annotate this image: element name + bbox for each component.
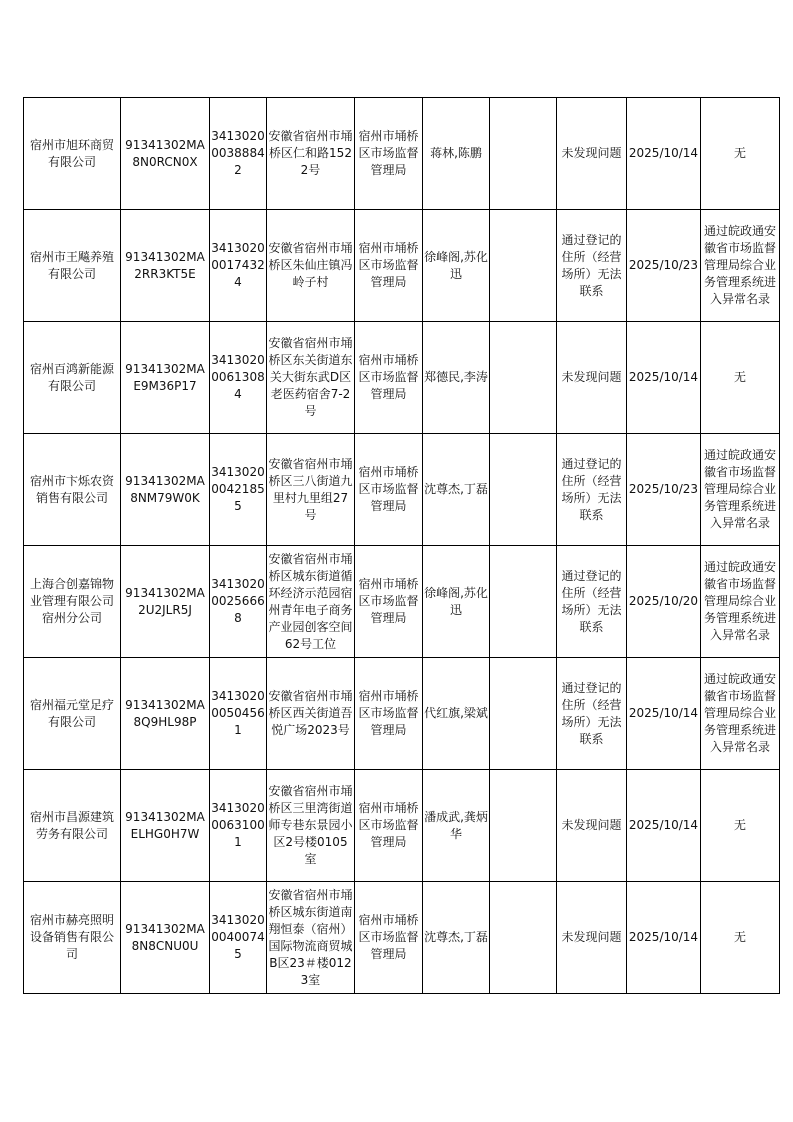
address-cell: 安徽省宿州市埇桥区三里湾街道师专巷东景园小区2号楼0105室 [267,770,355,882]
blank-cell [490,882,557,994]
authority-cell: 宿州市埇桥区市场监督管理局 [355,546,423,658]
company-name-cell: 宿州市卞烁农资销售有限公司 [24,434,121,546]
handling-cell: 无 [701,98,780,210]
registration-number-cell: 341302000256668 [210,546,267,658]
inspectors-cell: 徐峰阁,苏化迅 [423,546,490,658]
table-row [24,882,780,994]
date-cell: 2025/10/14 [627,882,701,994]
registration-number-cell: 341302000613084 [210,322,267,434]
credit-code-cell: 91341302MA8N8CNU0U [121,882,210,994]
table-row [24,546,780,658]
handling-cell: 通过皖政通安徽省市场监督管理局综合业务管理系统进入异常名录 [701,546,780,658]
registration-number-cell: 341302000631001 [210,770,267,882]
company-name-cell: 宿州市昌源建筑劳务有限公司 [24,770,121,882]
inspectors-cell: 潘成武,龚炳华 [423,770,490,882]
authority-cell: 宿州市埇桥区市场监督管理局 [355,770,423,882]
company-name-cell: 宿州百鸿新能源有限公司 [24,322,121,434]
authority-cell: 宿州市埇桥区市场监督管理局 [355,434,423,546]
company-name-cell: 宿州市赫亮照明设备销售有限公司 [24,882,121,994]
blank-cell [490,546,557,658]
blank-cell [490,210,557,322]
handling-cell: 无 [701,770,780,882]
credit-code-cell: 91341302MAE9M36P17 [121,322,210,434]
result-cell: 通过登记的住所（经营场所）无法联系 [557,658,627,770]
inspectors-cell: 郑德民,李涛 [423,322,490,434]
address-cell: 安徽省宿州市埇桥区仁和路1522号 [267,98,355,210]
date-cell: 2025/10/14 [627,770,701,882]
address-cell: 安徽省宿州市埇桥区城东街道循环经济示范园宿州青年电子商务产业园创客空间62号工位 [267,546,355,658]
date-cell: 2025/10/14 [627,658,701,770]
inspectors-cell: 沈尊杰,丁磊 [423,434,490,546]
date-cell: 2025/10/14 [627,322,701,434]
date-cell: 2025/10/20 [627,546,701,658]
inspectors-cell: 沈尊杰,丁磊 [423,882,490,994]
inspectors-cell: 徐峰阁,苏化迅 [423,210,490,322]
result-cell: 未发现问题 [557,322,627,434]
blank-cell [490,434,557,546]
date-cell: 2025/10/23 [627,210,701,322]
credit-code-cell: 91341302MA8Q9HL98P [121,658,210,770]
company-name-cell: 宿州市旭环商贸有限公司 [24,98,121,210]
blank-cell [490,98,557,210]
result-cell: 通过登记的住所（经营场所）无法联系 [557,434,627,546]
credit-code-cell: 91341302MA2RR3KT5E [121,210,210,322]
credit-code-cell: 91341302MA2U2JLR5J [121,546,210,658]
result-cell: 未发现问题 [557,882,627,994]
table-row [24,434,780,546]
address-cell: 安徽省宿州市埇桥区城东街道南翔恒泰（宿州）国际物流商贸城B区23＃楼0123室 [267,882,355,994]
table-row [24,210,780,322]
table-row [24,322,780,434]
company-name-cell: 宿州福元堂足疗有限公司 [24,658,121,770]
registration-number-cell: 341302000400745 [210,882,267,994]
address-cell: 安徽省宿州市埇桥区朱仙庄镇冯岭子村 [267,210,355,322]
credit-code-cell: 91341302MA8N0RCN0X [121,98,210,210]
handling-cell: 通过皖政通安徽省市场监督管理局综合业务管理系统进入异常名录 [701,434,780,546]
registration-number-cell: 341302000421855 [210,434,267,546]
inspectors-cell: 蒋林,陈鹏 [423,98,490,210]
credit-code-cell: 91341302MA8NM79W0K [121,434,210,546]
company-name-cell: 宿州市王飚养殖有限公司 [24,210,121,322]
result-cell: 通过登记的住所（经营场所）无法联系 [557,210,627,322]
blank-cell [490,770,557,882]
authority-cell: 宿州市埇桥区市场监督管理局 [355,98,423,210]
address-cell: 安徽省宿州市埇桥区三八街道九里村九里组27号 [267,434,355,546]
credit-code-cell: 91341302MAELHG0H7W [121,770,210,882]
handling-cell: 无 [701,322,780,434]
table-row [24,98,780,210]
authority-cell: 宿州市埇桥区市场监督管理局 [355,882,423,994]
result-cell: 未发现问题 [557,98,627,210]
inspectors-cell: 代红旗,梁斌 [423,658,490,770]
authority-cell: 宿州市埇桥区市场监督管理局 [355,658,423,770]
blank-cell [490,322,557,434]
table-row [24,658,780,770]
date-cell: 2025/10/14 [627,98,701,210]
table-row [24,770,780,882]
handling-cell: 无 [701,882,780,994]
inspection-results-table [23,97,780,994]
authority-cell: 宿州市埇桥区市场监督管理局 [355,210,423,322]
result-cell: 通过登记的住所（经营场所）无法联系 [557,546,627,658]
date-cell: 2025/10/23 [627,434,701,546]
result-cell: 未发现问题 [557,770,627,882]
handling-cell: 通过皖政通安徽省市场监督管理局综合业务管理系统进入异常名录 [701,658,780,770]
company-name-cell: 上海合创嘉锦物业管理有限公司宿州分公司 [24,546,121,658]
address-cell: 安徽省宿州市埇桥区东关街道东关大街东武D区老医药宿舍7-2号 [267,322,355,434]
blank-cell [490,658,557,770]
handling-cell: 通过皖政通安徽省市场监督管理局综合业务管理系统进入异常名录 [701,210,780,322]
table-body [24,98,780,994]
registration-number-cell: 341302000388842 [210,98,267,210]
address-cell: 安徽省宿州市埇桥区西关街道吾悦广场2023号 [267,658,355,770]
registration-number-cell: 341302000174324 [210,210,267,322]
registration-number-cell: 341302000504561 [210,658,267,770]
authority-cell: 宿州市埇桥区市场监督管理局 [355,322,423,434]
